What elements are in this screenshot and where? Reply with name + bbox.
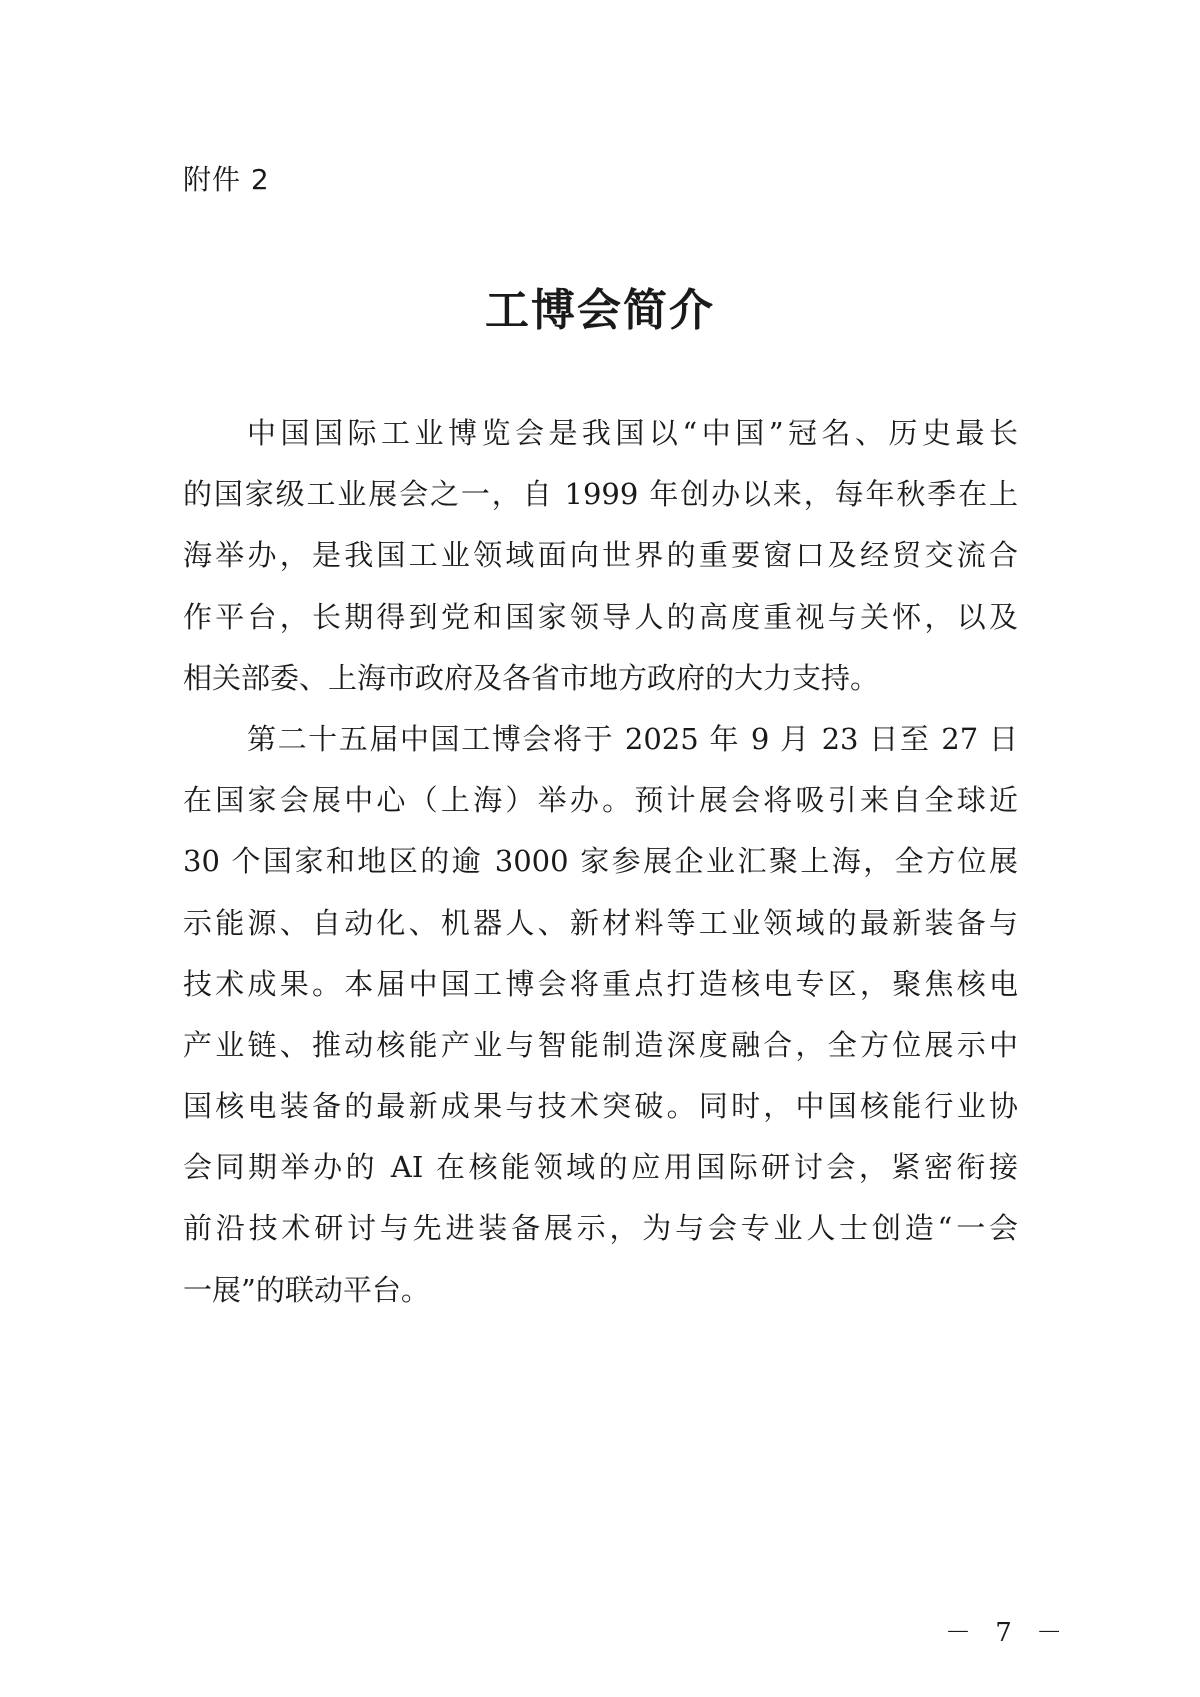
paragraph-line: 相关部委、上海市政府及各省市地方政府的大力支持。 — [183, 660, 880, 695]
paragraph-line: 产业链、推动核能产业与智能制造深度融合，全方位展示中 — [183, 1027, 1018, 1062]
paragraph-line: 一展”的联动平台。 — [183, 1272, 430, 1307]
paragraph-line: 在国家会展中心（上海）举办。预计展会将吸引来自全球近 — [183, 783, 1018, 818]
paragraph-line: 中国国际工业博览会是我国以“中国”冠名、历史最长 — [247, 416, 1018, 450]
document-title: 工博会简介 — [485, 285, 715, 336]
paragraph-line: 示能源、自动化、机器人、新材料等工业领域的最新装备与 — [183, 905, 1018, 940]
paragraph-line: 的国家级工业展会之一，自 1999 年创办以来，每年秋季在上 — [183, 477, 1018, 512]
paragraph-line: 30 个国家和地区的逾 3000 家参展企业汇聚上海，全方位展 — [183, 844, 1018, 879]
paragraph-line: 第二十五届中国工博会将于 2025 年 9 月 23 日至 27 日 — [247, 721, 1018, 756]
document-body — [183, 403, 1018, 1321]
paragraph-1 — [183, 403, 1018, 709]
paragraph-2 — [183, 709, 1018, 1321]
paragraph-line: 会同期举办的 AI 在核能领域的应用国际研讨会，紧密衔接 — [183, 1150, 1018, 1185]
attachment-label: 附件 2 — [183, 163, 270, 196]
paragraph-line: 海举办，是我国工业领域面向世界的重要窗口及经贸交流合 — [183, 538, 1018, 573]
paragraph-line: 作平台，长期得到党和国家领导人的高度重视与关怀，以及 — [183, 599, 1018, 634]
paragraph-line: 国核电装备的最新成果与技术突破。同时，中国核能行业协 — [183, 1089, 1018, 1124]
paragraph-line: 技术成果。本届中国工博会将重点打造核电专区，聚焦核电 — [183, 966, 1018, 1001]
page-number: － 7 － — [945, 1618, 1071, 1648]
paragraph-line: 前沿技术研讨与先进装备展示，为与会专业人士创造“一会 — [183, 1211, 1018, 1246]
